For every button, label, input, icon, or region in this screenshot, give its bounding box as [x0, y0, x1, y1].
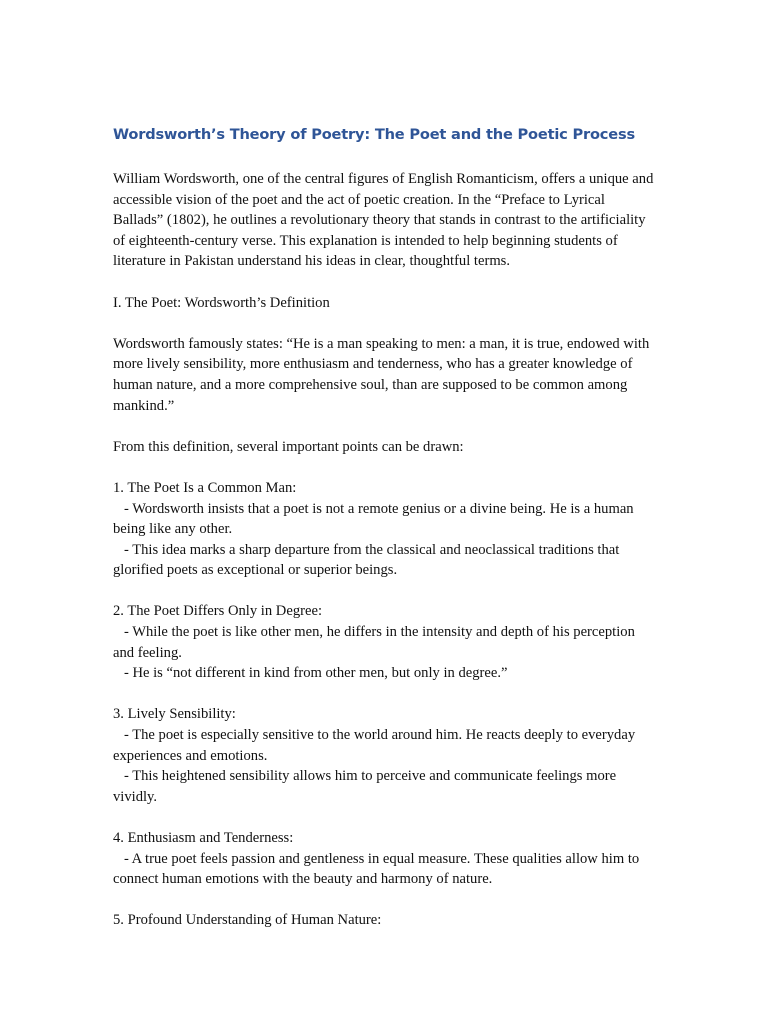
section-heading: I. The Poet: Wordsworth’s Definition — [113, 294, 330, 311]
document-title: Wordsworth’s Theory of Poetry: The Poet and the Poetic Process — [113, 126, 635, 143]
point-bullet: - Wordsworth insists that a poet is not a remote genius or a divine being. He is a human being like any other. — [113, 500, 638, 538]
point-bullet: - A true poet feels passion and gentleness in equal measure. These qualities allow him to connect human emotions with the beauty and harmony of nature. — [113, 850, 643, 888]
point-heading: 4. Enthusiasm and Tenderness: — [113, 830, 294, 846]
points-intro: From this definition, several important points can be drawn: — [113, 438, 464, 455]
point-2 — [113, 601, 658, 683]
point-bullet: - The poet is especially sensitive to the world around him. He reacts deeply to everyday experiences and emotions. — [113, 727, 639, 764]
point-bullet: - He is “not different in kind from other men, but only in degree.” — [113, 665, 508, 682]
point-bullet: - This heightened sensibility allows him to perceive and communicate feelings more vividly. — [113, 768, 620, 805]
document-body — [113, 169, 658, 931]
point-heading: 5. Profound Understanding of Human Nature: — [113, 912, 382, 929]
point-4 — [113, 828, 658, 890]
point-heading: 3. Lively Sensibility: — [113, 706, 236, 723]
quote-paragraph: Wordsworth famously states: “He is a man speaking to men: a man, it is true, endowed with more lively sensibility, more enthusiasm and tenderness, who has a greater knowledge of human nature, and a more comprehensive soul, than are supposed to be common among mankind.” — [113, 335, 650, 414]
point-bullet: - While the poet is like other men, he differs in the intensity and depth of his perception and feeling. — [113, 624, 639, 661]
point-3 — [113, 704, 658, 807]
document-content — [113, 124, 658, 952]
point-1 — [113, 478, 658, 581]
point-bullet: - This idea marks a sharp departure from the classical and neoclassical traditions that glorified poets as exceptional or superior beings. — [113, 541, 623, 579]
intro-paragraph: William Wordsworth, one of the central figures of English Romanticism, offers a unique and accessible vision of the poet and the act of poetic creation. In the “Preface to Lyrical Ballads” (1802), he outlines a revolutionary theory that stands in contrast to the artificiality of eighteenth-century verse. This explanation is intended to help beginning students of literature in Pakistan understand his ideas in clear, thoughtful terms. — [113, 171, 654, 270]
point-5 — [113, 910, 658, 931]
point-heading: 2. The Poet Differs Only in Degree: — [113, 603, 322, 620]
point-heading: 1. The Poet Is a Common Man: — [113, 479, 297, 496]
